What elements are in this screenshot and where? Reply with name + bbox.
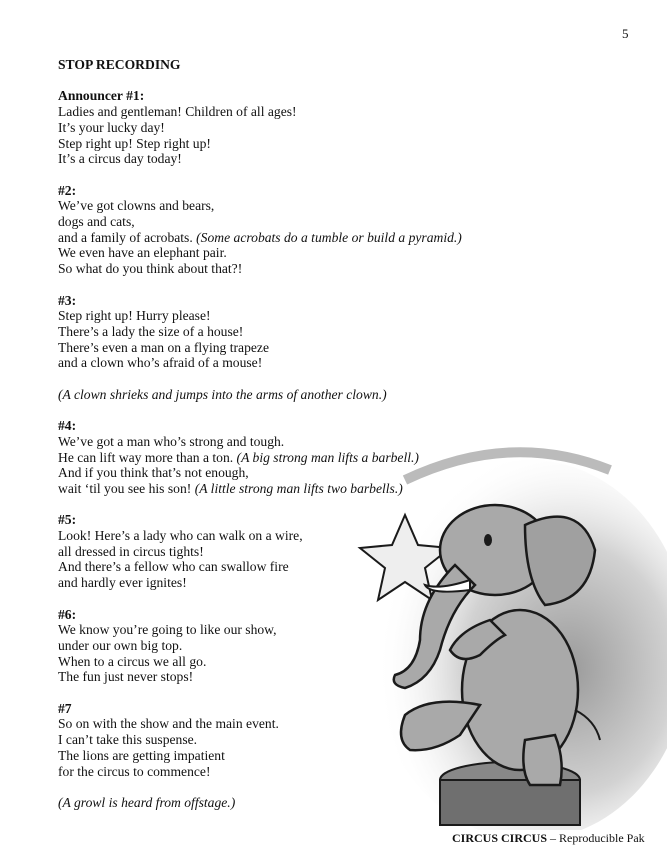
dialogue-text: It’s a circus day today! (58, 151, 182, 167)
script-line (58, 544, 478, 560)
page-title: STOP RECORDING (58, 57, 181, 72)
dialogue-text: for the circus to commence! (58, 763, 211, 779)
script-line (58, 324, 478, 340)
script-line (58, 559, 478, 575)
dialogue-text: The lions are getting impatient (58, 747, 225, 763)
script-line (58, 481, 478, 497)
section-heading: #6: (58, 606, 77, 622)
dialogue-text: So on with the show and the main event. (58, 716, 279, 732)
dialogue-text: I can’t take this suspense. (58, 732, 198, 748)
dialogue-text: He can lift way more than a ton. (58, 449, 237, 465)
dialogue-text: So what do you think about that?! (58, 261, 243, 277)
dialogue-text: and hardly ever ignites! (58, 575, 187, 591)
script-line (58, 151, 478, 167)
page-number: 5 (622, 26, 629, 41)
script-section (58, 512, 478, 591)
script-line (58, 387, 478, 403)
script-line (58, 716, 478, 732)
script-section (58, 607, 478, 686)
section-heading: #3: (58, 292, 77, 308)
dialogue-text: Ladies and gentleman! Children of all ages! (58, 104, 297, 120)
dialogue-text: We know you’re going to like our show, (58, 622, 277, 638)
script-line (58, 450, 478, 466)
script-section (58, 293, 478, 372)
stage-direction: (A growl is heard from offstage.) (58, 794, 236, 810)
script-line (58, 654, 478, 670)
section-heading: #7 (58, 700, 72, 716)
script-content (58, 57, 478, 826)
script-line (58, 434, 478, 450)
section-heading: #4: (58, 418, 77, 434)
footer-title: CIRCUS CIRCUS (452, 831, 548, 845)
dialogue-text: We’ve got a man who’s strong and tough. (58, 433, 285, 449)
script-sections (58, 88, 478, 810)
dialogue-text: and a family of acrobats. (58, 229, 197, 245)
dialogue-text: all dressed in circus tights! (58, 543, 204, 559)
footer-suffix: – Reproducible Pak (547, 831, 645, 845)
dialogue-text: There’s even a man on a flying trapeze (58, 339, 269, 355)
script-line (58, 136, 478, 152)
script-section (58, 701, 478, 780)
script-line (58, 340, 478, 356)
script-line (58, 245, 478, 261)
script-line (58, 528, 478, 544)
script-line (58, 355, 478, 371)
dialogue-text: There’s a lady the size of a house! (58, 323, 244, 339)
script-line (58, 622, 478, 638)
dialogue-text: And there’s a fellow who can swallow fire (58, 559, 289, 575)
dialogue-text: And if you think that’s not enough, (58, 465, 249, 481)
script-line (58, 104, 478, 120)
dialogue-text: The fun just never stops! (58, 669, 194, 685)
dialogue-text: wait ‘til you see his son! (58, 480, 195, 496)
script-line (58, 120, 478, 136)
section-heading: Announcer #1: (58, 88, 145, 104)
script-line (58, 308, 478, 324)
stage-direction: (Some acrobats do a tumble or build a pyramid.) (196, 229, 462, 245)
script-line (58, 795, 478, 811)
dialogue-text: under our own big top. (58, 637, 183, 653)
dialogue-text: and a clown who’s afraid of a mouse! (58, 355, 263, 371)
script-line (58, 669, 478, 685)
script-section (58, 418, 478, 497)
dialogue-text: We even have an elephant pair. (58, 245, 227, 261)
dialogue-text: When to a circus we all go. (58, 653, 207, 669)
stage-direction: (A little strong man lifts two barbells.) (194, 480, 403, 496)
dialogue-text: Step right up! Hurry please! (58, 308, 211, 324)
dialogue-text: It’s your lucky day! (58, 119, 165, 135)
script-section (58, 387, 478, 403)
script-line (58, 575, 478, 591)
dialogue-text: We’ve got clowns and bears, (58, 198, 215, 214)
stage-direction: (A big strong man lifts a barbell.) (236, 449, 419, 465)
script-line (58, 465, 478, 481)
page-footer (452, 831, 645, 846)
script-line (58, 261, 478, 277)
script-line (58, 764, 478, 780)
script-line (58, 198, 478, 214)
script-line (58, 214, 478, 230)
section-heading: #5: (58, 512, 77, 528)
script-section (58, 88, 478, 167)
script-section (58, 183, 478, 277)
script-line (58, 230, 478, 246)
stage-direction: (A clown shrieks and jumps into the arms of another clown.) (58, 386, 387, 402)
script-line (58, 748, 478, 764)
script-section (58, 795, 478, 811)
dialogue-text: dogs and cats, (58, 214, 135, 229)
script-line (58, 638, 478, 654)
dialogue-text: Step right up! Step right up! (58, 135, 211, 151)
section-heading: #2: (58, 182, 77, 198)
script-line (58, 732, 478, 748)
dialogue-text: Look! Here’s a lady who can walk on a wire, (58, 528, 303, 543)
